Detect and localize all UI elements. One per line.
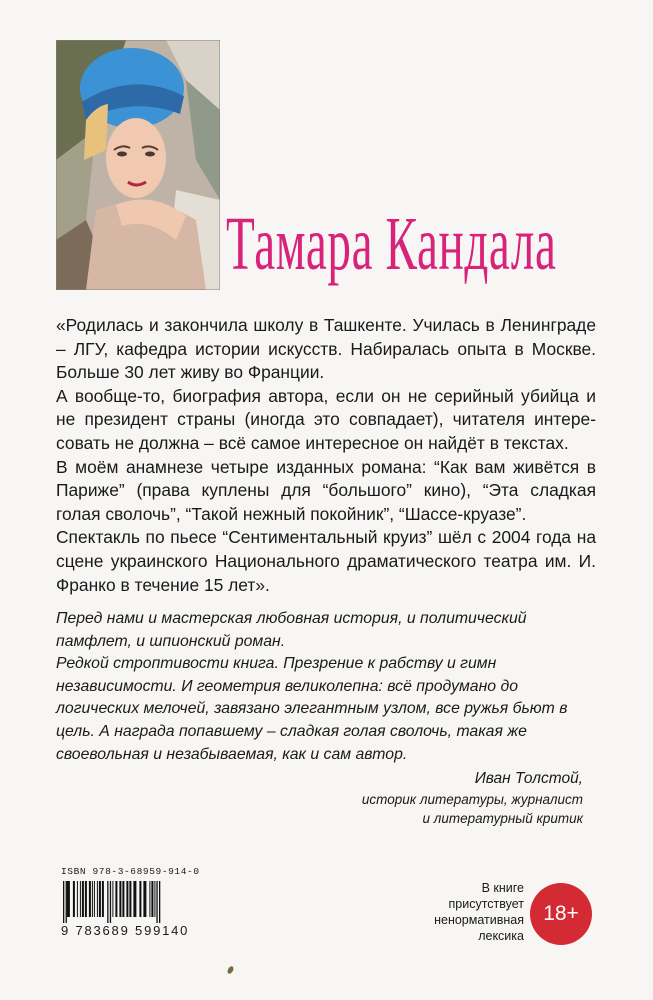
barcode-bar — [112, 881, 113, 917]
barcode-guard-bar — [63, 881, 64, 923]
barcode-digits: 9 783689 599140 — [61, 923, 190, 938]
notice-line: лексика — [478, 929, 524, 943]
reviewer-role: историк литературы, журналист — [361, 792, 583, 807]
bio-paragraph: В моём анамнезе четыре изданных романа: “Как вам живётся в Париже” (права куплены для “большого” кино), “Эта сладкая голая сволочь”, “Такой нежный покойник”, “Шассе-круазе”. — [56, 456, 596, 524]
barcode-bar — [119, 881, 121, 917]
reviewer-role: и литературный критик — [422, 811, 583, 826]
notice-line: присутствует — [448, 897, 524, 911]
barcode-bar — [99, 881, 101, 917]
age-rating-badge: 18+ — [530, 883, 592, 945]
isbn-label: ISBN 978-3-68959-914-0 — [61, 866, 200, 877]
barcode-bar — [94, 881, 95, 917]
barcode-bar — [115, 881, 117, 917]
barcode-bar — [102, 881, 104, 917]
barcode-bar — [97, 881, 98, 917]
notice-line: ненормативная — [434, 913, 524, 927]
reviewer-name: Иван Толстой, — [474, 770, 583, 787]
barcode-bar — [129, 881, 131, 917]
barcode-bar — [85, 881, 87, 917]
bio-paragraph: «Родилась и закончила школу в Ташкенте. Училась в Ленинграде – ЛГУ, кафедра истории искусств. Набиралась опыта в Москве. Больше 30 лет живу во Франции. — [56, 315, 596, 383]
review-attribution — [263, 768, 583, 828]
barcode-bar — [151, 881, 153, 917]
barcode-bar — [77, 881, 78, 917]
content-notice — [412, 880, 524, 944]
barcode-guard-bar — [66, 881, 67, 923]
barcode — [61, 881, 209, 923]
barcode-bar — [80, 881, 81, 917]
barcode-bar — [139, 881, 141, 917]
barcode-bar — [89, 881, 91, 917]
barcode-bar — [73, 881, 75, 917]
barcode-guard-bar — [159, 881, 160, 923]
notice-line: В книге — [481, 881, 524, 895]
review-paragraph: Перед нами и мастерская любовная история, и политический памфлет, и шпионский роман. — [56, 610, 527, 650]
author-name: Тамара Кандала — [226, 202, 557, 286]
print-speck — [226, 965, 234, 974]
author-biography — [56, 314, 596, 597]
barcode-guard-bar — [156, 881, 157, 923]
barcode-bar — [82, 881, 84, 917]
barcode-bar — [126, 881, 128, 917]
barcode-guard-bar — [107, 881, 108, 923]
barcode-guard-bar — [110, 881, 111, 923]
isbn-barcode-block — [61, 866, 221, 940]
barcode-bar — [67, 881, 70, 917]
barcode-bar — [92, 881, 93, 917]
barcode-bar — [154, 881, 155, 917]
author-portrait — [56, 40, 220, 290]
review-quote — [56, 608, 591, 766]
bio-paragraph: А вообще-то, биография автора, если он не серийный убийца и не президент страны (иногда это совпадает), читателя интересовать не должна – всё самое интересное он найдёт в текстах. — [56, 385, 596, 453]
barcode-bar — [133, 881, 136, 917]
bio-paragraph: Спектакль по пьесе “Сентиментальный круиз” шёл с 2004 года на сцене украинского Национального драматического театра им. И. Франко в течение 15 лет». — [56, 527, 596, 595]
review-paragraph: Редкой строптивости книга. Презрение к рабству и гимн независимости. И геометрия великолепна: всё продумано до логических мелочей, завязано элегантным узлом, все ружья бьют в цель. А награда попавшему – сладкая голая сволочь, такая же своевольная и незабываемая, как и сам автор. — [56, 655, 568, 763]
barcode-bar — [122, 881, 124, 917]
barcode-bar — [149, 881, 150, 917]
barcode-bar — [143, 881, 146, 917]
